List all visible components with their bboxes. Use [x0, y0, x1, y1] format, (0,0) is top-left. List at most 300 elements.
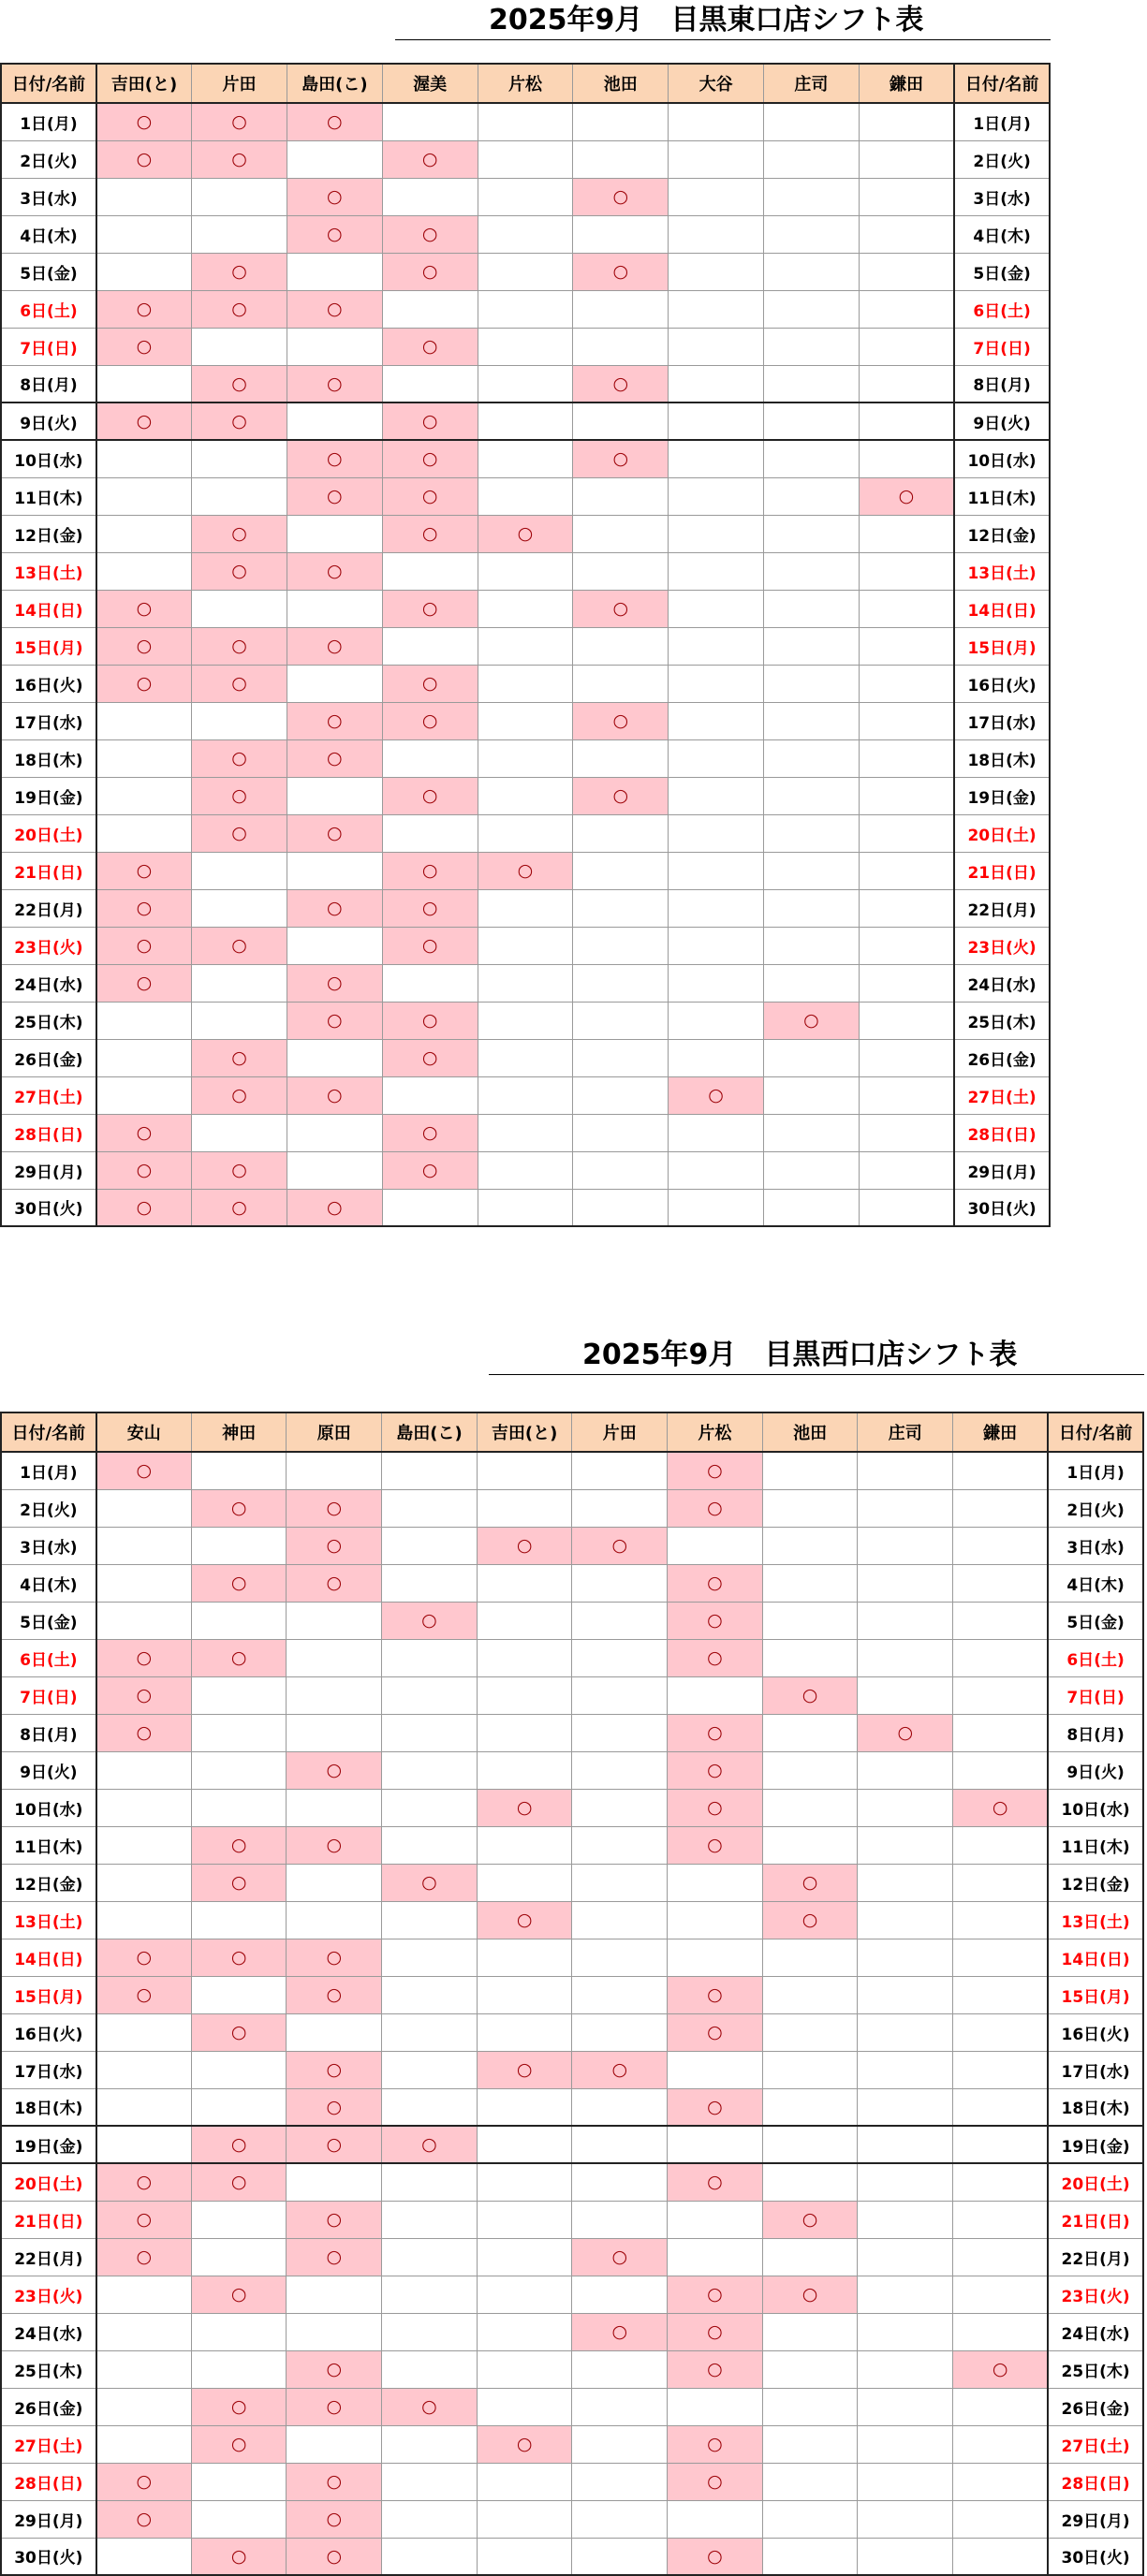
shift-mark-cell: ○: [96, 1676, 192, 1714]
empty-shift-cell: [762, 2051, 858, 2088]
empty-shift-cell: [382, 552, 478, 590]
empty-shift-cell: [572, 1789, 668, 1826]
empty-shift-cell: [96, 1039, 192, 1076]
shift-mark-cell: ○: [191, 1864, 287, 1901]
east-shift-table: [0, 63, 1051, 1227]
empty-shift-cell: [859, 739, 954, 777]
empty-shift-cell: [764, 140, 860, 178]
empty-shift-cell: [669, 814, 764, 852]
empty-shift-cell: [669, 140, 764, 178]
date-cell: 10日(水): [1, 440, 96, 477]
empty-shift-cell: [478, 1076, 573, 1114]
empty-shift-cell: [96, 477, 192, 515]
date-cell: 11日(木): [1, 1826, 96, 1864]
empty-shift-cell: [477, 1489, 572, 1527]
date-cell: 30日(火): [1, 1189, 96, 1226]
empty-shift-cell: [669, 1002, 764, 1039]
shift-mark-cell: ○: [477, 1789, 572, 1826]
shift-mark-cell: ○: [192, 552, 287, 590]
empty-shift-cell: [953, 1676, 1049, 1714]
empty-shift-cell: [668, 1527, 763, 1564]
empty-shift-cell: [96, 1901, 192, 1939]
date-cell: 30日(火): [1, 2538, 96, 2575]
shift-mark-cell: ○: [858, 1714, 953, 1751]
table-row: [1, 814, 1050, 852]
shift-mark-cell: ○: [96, 1976, 192, 2013]
empty-shift-cell: [478, 739, 573, 777]
shift-mark-cell: ○: [287, 477, 382, 515]
empty-shift-cell: [859, 215, 954, 253]
empty-shift-cell: [762, 2238, 858, 2276]
empty-shift-cell: [668, 2051, 763, 2088]
empty-shift-cell: [287, 927, 382, 964]
empty-shift-cell: [762, 1452, 858, 1489]
empty-shift-cell: [382, 1976, 478, 2013]
empty-shift-cell: [858, 2350, 953, 2388]
shift-mark-cell: ○: [668, 1489, 763, 1527]
shift-mark-cell: ○: [668, 2463, 763, 2500]
table-row: [1, 1864, 1143, 1901]
shift-mark-cell: ○: [668, 1714, 763, 1751]
empty-shift-cell: [287, 1789, 382, 1826]
staff-name-header: 庄司: [858, 1412, 953, 1452]
staff-name-header: 片田: [572, 1412, 668, 1452]
shift-mark-cell: ○: [573, 440, 669, 477]
empty-shift-cell: [669, 290, 764, 328]
empty-shift-cell: [573, 290, 669, 328]
table-row: [1, 2163, 1143, 2201]
empty-shift-cell: [953, 1751, 1049, 1789]
empty-shift-cell: [191, 2500, 287, 2538]
date-cell: 13日(土): [954, 552, 1050, 590]
empty-shift-cell: [573, 215, 669, 253]
date-cell: 9日(火): [1048, 1751, 1143, 1789]
shift-mark-cell: ○: [192, 253, 287, 290]
shift-mark-cell: ○: [382, 215, 478, 253]
date-cell: 14日(日): [954, 590, 1050, 627]
staff-name-header: 片田: [192, 64, 287, 103]
date-cell: 17日(水): [1048, 2051, 1143, 2088]
empty-shift-cell: [953, 2463, 1049, 2500]
date-cell: 10日(水): [954, 440, 1050, 477]
empty-shift-cell: [191, 1789, 287, 1826]
empty-shift-cell: [572, 2500, 668, 2538]
date-cell: 5日(金): [1048, 1602, 1143, 1639]
empty-shift-cell: [477, 2163, 572, 2201]
empty-shift-cell: [477, 2500, 572, 2538]
empty-shift-cell: [96, 1751, 192, 1789]
empty-shift-cell: [668, 1676, 763, 1714]
empty-shift-cell: [572, 1939, 668, 1976]
empty-shift-cell: [858, 2538, 953, 2575]
shift-mark-cell: ○: [96, 2238, 192, 2276]
shift-mark-cell: ○: [96, 2201, 192, 2238]
date-cell: 17日(水): [1, 702, 96, 739]
empty-shift-cell: [572, 1676, 668, 1714]
shift-mark-cell: ○: [668, 2276, 763, 2313]
empty-shift-cell: [572, 2276, 668, 2313]
empty-shift-cell: [382, 2538, 478, 2575]
shift-mark-cell: ○: [96, 1189, 192, 1226]
date-cell: 2日(火): [1048, 1489, 1143, 1527]
date-cell: 5日(金): [1, 1602, 96, 1639]
empty-shift-cell: [669, 402, 764, 440]
shift-mark-cell: ○: [96, 665, 192, 702]
table-row: [1, 2126, 1143, 2163]
empty-shift-cell: [762, 1602, 858, 1639]
empty-shift-cell: [382, 1639, 478, 1676]
empty-shift-cell: [764, 1189, 860, 1226]
empty-shift-cell: [382, 1901, 478, 1939]
empty-shift-cell: [669, 178, 764, 215]
date-cell: 26日(金): [1048, 2388, 1143, 2425]
table-row: [1, 2013, 1143, 2051]
empty-shift-cell: [669, 665, 764, 702]
shift-mark-cell: ○: [669, 1076, 764, 1114]
shift-mark-cell: ○: [192, 627, 287, 665]
empty-shift-cell: [287, 2013, 382, 2051]
empty-shift-cell: [669, 889, 764, 927]
empty-shift-cell: [192, 702, 287, 739]
shift-mark-cell: ○: [287, 1002, 382, 1039]
empty-shift-cell: [573, 515, 669, 552]
empty-shift-cell: [287, 1114, 382, 1151]
table-row: [1, 1151, 1050, 1189]
date-cell: 3日(水): [1, 1527, 96, 1564]
empty-shift-cell: [96, 1564, 192, 1602]
empty-shift-cell: [764, 290, 860, 328]
empty-shift-cell: [382, 2051, 478, 2088]
empty-shift-cell: [382, 1676, 478, 1714]
table-row: [1, 927, 1050, 964]
empty-shift-cell: [858, 1789, 953, 1826]
empty-shift-cell: [859, 140, 954, 178]
empty-shift-cell: [287, 253, 382, 290]
shift-mark-cell: ○: [477, 1901, 572, 1939]
table-row: [1, 552, 1050, 590]
empty-shift-cell: [478, 477, 573, 515]
empty-shift-cell: [858, 2388, 953, 2425]
date-cell: 30日(火): [1048, 2538, 1143, 2575]
table-row: [1, 1489, 1143, 1527]
empty-shift-cell: [859, 552, 954, 590]
empty-shift-cell: [477, 2126, 572, 2163]
empty-shift-cell: [572, 2163, 668, 2201]
empty-shift-cell: [573, 964, 669, 1002]
shift-mark-cell: ○: [192, 1039, 287, 1076]
shift-mark-cell: ○: [573, 702, 669, 739]
empty-shift-cell: [858, 2163, 953, 2201]
shift-mark-cell: ○: [191, 1826, 287, 1864]
empty-shift-cell: [572, 1864, 668, 1901]
shift-mark-cell: ○: [382, 2388, 478, 2425]
empty-shift-cell: [669, 1151, 764, 1189]
empty-shift-cell: [762, 1826, 858, 1864]
table-row: [1, 590, 1050, 627]
empty-shift-cell: [764, 627, 860, 665]
shift-mark-cell: ○: [573, 253, 669, 290]
shift-mark-cell: ○: [287, 2388, 382, 2425]
empty-shift-cell: [572, 1751, 668, 1789]
shift-mark-cell: ○: [287, 440, 382, 477]
shift-mark-cell: ○: [191, 2163, 287, 2201]
east-header-row: [1, 64, 1050, 103]
shift-mark-cell: ○: [382, 702, 478, 739]
date-cell: 18日(木): [1, 2088, 96, 2126]
empty-shift-cell: [668, 1939, 763, 1976]
empty-shift-cell: [478, 1114, 573, 1151]
shift-mark-cell: ○: [287, 964, 382, 1002]
table-row: [1, 1826, 1143, 1864]
shift-mark-cell: ○: [382, 328, 478, 365]
date-cell: 21日(日): [1048, 2201, 1143, 2238]
empty-shift-cell: [572, 1901, 668, 1939]
empty-shift-cell: [382, 627, 478, 665]
empty-shift-cell: [572, 1714, 668, 1751]
empty-shift-cell: [572, 2538, 668, 2575]
empty-shift-cell: [858, 1976, 953, 2013]
empty-shift-cell: [858, 2463, 953, 2500]
empty-shift-cell: [572, 2088, 668, 2126]
empty-shift-cell: [573, 665, 669, 702]
empty-shift-cell: [191, 2088, 287, 2126]
empty-shift-cell: [96, 2388, 192, 2425]
date-cell: 24日(水): [1, 2313, 96, 2350]
empty-shift-cell: [858, 2013, 953, 2051]
shift-mark-cell: ○: [287, 889, 382, 927]
empty-shift-cell: [669, 927, 764, 964]
empty-shift-cell: [953, 2126, 1049, 2163]
date-cell: 18日(木): [1, 739, 96, 777]
empty-shift-cell: [762, 1939, 858, 1976]
empty-shift-cell: [192, 477, 287, 515]
empty-shift-cell: [669, 702, 764, 739]
shift-mark-cell: ○: [96, 328, 192, 365]
date-cell: 8日(月): [954, 365, 1050, 402]
shift-mark-cell: ○: [287, 2201, 382, 2238]
empty-shift-cell: [669, 365, 764, 402]
date-cell: 8日(月): [1, 1714, 96, 1751]
empty-shift-cell: [953, 1976, 1049, 2013]
shift-mark-cell: ○: [287, 1489, 382, 1527]
table-row: [1, 2051, 1143, 2088]
shift-mark-cell: ○: [96, 1151, 192, 1189]
empty-shift-cell: [953, 1452, 1049, 1489]
date-cell: 27日(土): [1048, 2425, 1143, 2463]
empty-shift-cell: [668, 2238, 763, 2276]
empty-shift-cell: [287, 140, 382, 178]
shift-mark-cell: ○: [477, 1527, 572, 1564]
shift-mark-cell: ○: [192, 1076, 287, 1114]
date-cell: 17日(水): [1, 2051, 96, 2088]
table-row: [1, 290, 1050, 328]
shift-mark-cell: ○: [96, 627, 192, 665]
empty-shift-cell: [573, 814, 669, 852]
empty-shift-cell: [382, 2201, 478, 2238]
table-row: [1, 964, 1050, 1002]
table-row: [1, 477, 1050, 515]
empty-shift-cell: [858, 1864, 953, 1901]
empty-shift-cell: [191, 1901, 287, 1939]
shift-mark-cell: ○: [96, 290, 192, 328]
empty-shift-cell: [859, 627, 954, 665]
date-cell: 27日(土): [1, 1076, 96, 1114]
empty-shift-cell: [669, 1114, 764, 1151]
shift-mark-cell: ○: [191, 1564, 287, 1602]
empty-shift-cell: [96, 2126, 192, 2163]
date-name-header: 日付/名前: [954, 64, 1050, 103]
empty-shift-cell: [859, 1039, 954, 1076]
empty-shift-cell: [192, 1114, 287, 1151]
shift-mark-cell: ○: [478, 515, 573, 552]
shift-mark-cell: ○: [572, 2313, 668, 2350]
date-cell: 13日(土): [1, 1901, 96, 1939]
date-cell: 25日(木): [1, 2350, 96, 2388]
empty-shift-cell: [96, 739, 192, 777]
empty-shift-cell: [192, 328, 287, 365]
empty-shift-cell: [96, 2425, 192, 2463]
shift-mark-cell: ○: [96, 927, 192, 964]
shift-mark-cell: ○: [287, 2500, 382, 2538]
empty-shift-cell: [96, 1864, 192, 1901]
empty-shift-cell: [953, 1901, 1049, 1939]
empty-shift-cell: [478, 402, 573, 440]
shift-mark-cell: ○: [668, 2538, 763, 2575]
shift-mark-cell: ○: [96, 402, 192, 440]
empty-shift-cell: [858, 2126, 953, 2163]
date-cell: 1日(月): [1048, 1452, 1143, 1489]
empty-shift-cell: [96, 2538, 192, 2575]
date-cell: 11日(木): [954, 477, 1050, 515]
date-cell: 14日(日): [1, 1939, 96, 1976]
table-row: [1, 1639, 1143, 1676]
empty-shift-cell: [96, 253, 192, 290]
shift-mark-cell: ○: [382, 1602, 478, 1639]
table-row: [1, 1114, 1050, 1151]
shift-mark-cell: ○: [96, 2463, 192, 2500]
empty-shift-cell: [858, 1452, 953, 1489]
empty-shift-cell: [762, 2425, 858, 2463]
empty-shift-cell: [953, 2313, 1049, 2350]
table-row: [1, 2538, 1143, 2575]
empty-shift-cell: [477, 1976, 572, 2013]
shift-mark-cell: ○: [668, 2425, 763, 2463]
empty-shift-cell: [477, 1564, 572, 1602]
empty-shift-cell: [859, 103, 954, 140]
empty-shift-cell: [762, 2388, 858, 2425]
empty-shift-cell: [762, 2538, 858, 2575]
empty-shift-cell: [572, 2350, 668, 2388]
shift-mark-cell: ○: [762, 1901, 858, 1939]
shift-mark-cell: ○: [96, 2163, 192, 2201]
shift-mark-cell: ○: [96, 852, 192, 889]
empty-shift-cell: [477, 1676, 572, 1714]
shift-mark-cell: ○: [96, 964, 192, 1002]
empty-shift-cell: [953, 2163, 1049, 2201]
empty-shift-cell: [858, 1639, 953, 1676]
staff-name-header: 片松: [478, 64, 573, 103]
empty-shift-cell: [858, 1901, 953, 1939]
empty-shift-cell: [764, 1076, 860, 1114]
date-cell: 28日(日): [954, 1114, 1050, 1151]
empty-shift-cell: [191, 2463, 287, 2500]
empty-shift-cell: [96, 2276, 192, 2313]
date-cell: 30日(火): [954, 1189, 1050, 1226]
empty-shift-cell: [764, 440, 860, 477]
empty-shift-cell: [382, 2013, 478, 2051]
empty-shift-cell: [762, 1789, 858, 1826]
date-cell: 6日(土): [954, 290, 1050, 328]
shift-mark-cell: ○: [192, 140, 287, 178]
date-cell: 15日(月): [954, 627, 1050, 665]
shift-mark-cell: ○: [287, 365, 382, 402]
empty-shift-cell: [191, 2238, 287, 2276]
shift-mark-cell: ○: [668, 1452, 763, 1489]
empty-shift-cell: [762, 2088, 858, 2126]
empty-shift-cell: [764, 365, 860, 402]
empty-shift-cell: [96, 1602, 192, 1639]
shift-mark-cell: ○: [287, 103, 382, 140]
shift-mark-cell: ○: [192, 665, 287, 702]
table-row: [1, 1676, 1143, 1714]
empty-shift-cell: [192, 964, 287, 1002]
empty-shift-cell: [762, 2313, 858, 2350]
empty-shift-cell: [478, 777, 573, 814]
table-row: [1, 627, 1050, 665]
empty-shift-cell: [762, 2463, 858, 2500]
empty-shift-cell: [287, 1151, 382, 1189]
empty-shift-cell: [478, 552, 573, 590]
empty-shift-cell: [859, 964, 954, 1002]
date-cell: 15日(月): [1, 627, 96, 665]
empty-shift-cell: [287, 777, 382, 814]
shift-mark-cell: ○: [192, 515, 287, 552]
date-cell: 23日(火): [1048, 2276, 1143, 2313]
date-cell: 25日(木): [1, 1002, 96, 1039]
empty-shift-cell: [96, 814, 192, 852]
date-cell: 2日(火): [954, 140, 1050, 178]
empty-shift-cell: [858, 2500, 953, 2538]
empty-shift-cell: [764, 515, 860, 552]
empty-shift-cell: [762, 2013, 858, 2051]
date-cell: 29日(月): [954, 1151, 1050, 1189]
staff-name-header: 島田(こ): [287, 64, 382, 103]
empty-shift-cell: [573, 1151, 669, 1189]
empty-shift-cell: [764, 328, 860, 365]
date-cell: 12日(金): [1, 1864, 96, 1901]
date-cell: 4日(木): [1, 215, 96, 253]
staff-name-header: 鎌田: [953, 1412, 1049, 1452]
date-cell: 4日(木): [1, 1564, 96, 1602]
shift-mark-cell: ○: [191, 2425, 287, 2463]
empty-shift-cell: [478, 290, 573, 328]
west-schedule-title: 2025年9月 目黒西口店シフト表: [582, 1339, 1018, 1371]
empty-shift-cell: [573, 103, 669, 140]
empty-shift-cell: [953, 2538, 1049, 2575]
shift-mark-cell: ○: [287, 2463, 382, 2500]
empty-shift-cell: [858, 2276, 953, 2313]
empty-shift-cell: [859, 178, 954, 215]
shift-mark-cell: ○: [382, 1039, 478, 1076]
shift-mark-cell: ○: [762, 2201, 858, 2238]
empty-shift-cell: [96, 178, 192, 215]
empty-shift-cell: [953, 2088, 1049, 2126]
empty-shift-cell: [953, 2238, 1049, 2276]
empty-shift-cell: [859, 814, 954, 852]
empty-shift-cell: [572, 2013, 668, 2051]
empty-shift-cell: [287, 1864, 382, 1901]
shift-mark-cell: ○: [953, 2350, 1049, 2388]
